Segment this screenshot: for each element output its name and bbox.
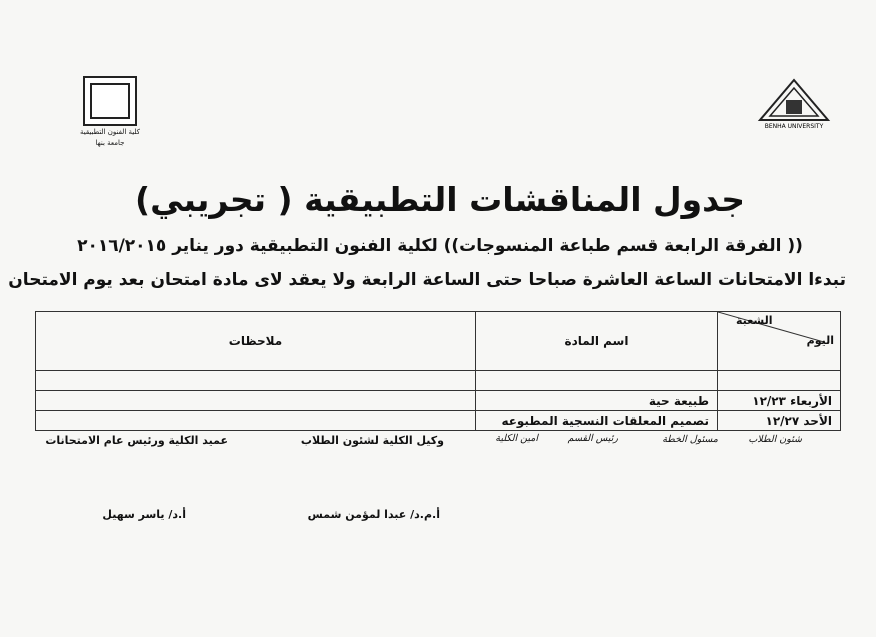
signature-students-affairs: شئون الطلاب: [748, 434, 802, 445]
signature-plan-officer: مسئول الخطة: [662, 434, 718, 445]
page-title: جدول المناقشات التطبيقية ( تجريبي): [135, 180, 745, 219]
row-remarks: [36, 411, 476, 431]
signature-vice-dean: وكيل الكلية لشئون الطلاب: [300, 434, 444, 447]
faculty-logo-emblem: [83, 76, 137, 126]
signature-faculty-secretary: امين الكلية: [495, 433, 538, 444]
header-subject: اسم المادة: [476, 312, 718, 371]
faculty-logo-caption-1: كلية الفنون التطبيقية: [79, 128, 141, 136]
table-spacer-row: [36, 371, 841, 391]
row-subject: تصميم المعلقات النسجية المطبوعه: [476, 411, 718, 431]
faculty-logo-caption-2: جامعة بنها: [95, 139, 125, 147]
vice-dean-name: أ.م.د/ عبدا لمؤمن شمس: [307, 508, 440, 521]
university-logo-caption: BENHA UNIVERSITY: [764, 123, 824, 130]
table-header-row: [36, 312, 841, 371]
schedule-table: [35, 311, 841, 431]
row-day: الأربعاء ١٢/٢٣: [718, 391, 841, 411]
signature-dept-head: رئيس القسم: [567, 433, 618, 444]
table-row: [36, 411, 841, 431]
day-branch-header: [718, 312, 841, 371]
exam-time-note: تبدءا الامتحانات الساعة العاشرة صباحا حتى الساعة الرابعة ولا يعقد لاى مادة امتحان بعد يوم الامتحان: [8, 270, 846, 290]
header-remarks: ملاحظات: [36, 312, 476, 371]
header-branch: الشعبة: [736, 314, 773, 327]
page-subtitle: (( الفرقة الرابعة قسم طباعة المنسوجات)) لكلية الفنون التطبيقية دور يناير ٢٠١٦/٢٠١٥: [77, 236, 803, 256]
dean-name: أ.د/ ياسر سهيل: [102, 508, 186, 521]
header-day: اليوم: [806, 334, 834, 347]
signature-dean: عميد الكلية ورئيس عام الامتحانات: [45, 434, 228, 447]
row-remarks: [36, 391, 476, 411]
university-logo: [756, 78, 832, 130]
faculty-logo: [78, 76, 142, 148]
table-row: [36, 391, 841, 411]
row-subject: طبيعة حية: [476, 391, 718, 411]
row-day: الأحد ١٢/٢٧: [718, 411, 841, 431]
